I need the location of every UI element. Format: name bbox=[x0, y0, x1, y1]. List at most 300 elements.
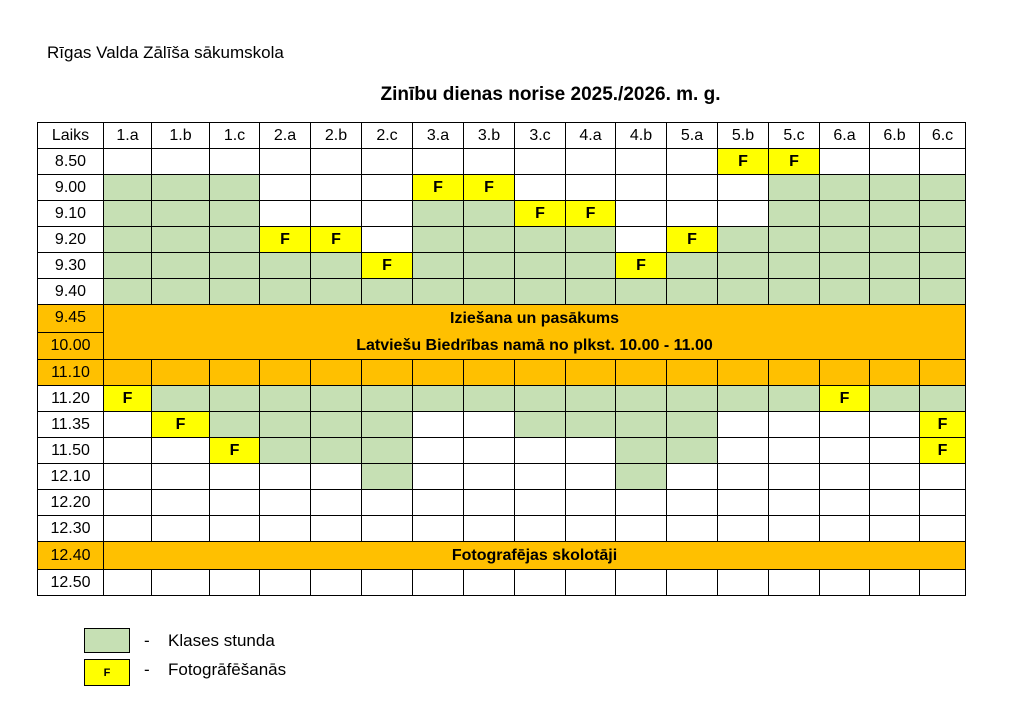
event-cell bbox=[104, 360, 152, 386]
class-lesson-cell bbox=[718, 253, 769, 279]
class-lesson-cell bbox=[920, 386, 966, 412]
empty-cell bbox=[311, 490, 362, 516]
class-lesson-cell bbox=[260, 438, 311, 464]
empty-cell bbox=[616, 227, 667, 253]
empty-cell bbox=[152, 438, 210, 464]
class-lesson-cell bbox=[210, 412, 260, 438]
empty-cell bbox=[515, 464, 566, 490]
empty-cell bbox=[362, 490, 413, 516]
table-row bbox=[38, 305, 966, 333]
empty-cell bbox=[870, 516, 920, 542]
class-header: 3.a bbox=[413, 123, 464, 149]
time-cell: 11.10 bbox=[38, 360, 104, 386]
school-name: Rīgas Valda Zālīša sākumskola bbox=[47, 43, 284, 62]
empty-cell bbox=[616, 516, 667, 542]
class-header: 4.b bbox=[616, 123, 667, 149]
table-row bbox=[38, 279, 966, 305]
time-cell: 12.50 bbox=[38, 570, 104, 596]
empty-cell bbox=[616, 570, 667, 596]
class-lesson-cell bbox=[667, 279, 718, 305]
empty-cell bbox=[515, 490, 566, 516]
empty-cell bbox=[260, 175, 311, 201]
class-lesson-cell bbox=[769, 175, 820, 201]
class-lesson-cell bbox=[260, 279, 311, 305]
empty-cell bbox=[311, 570, 362, 596]
class-lesson-cell bbox=[870, 253, 920, 279]
empty-cell bbox=[820, 464, 870, 490]
empty-cell bbox=[616, 149, 667, 175]
empty-cell bbox=[104, 516, 152, 542]
table-row bbox=[38, 386, 966, 412]
class-lesson-cell bbox=[413, 253, 464, 279]
empty-cell bbox=[515, 149, 566, 175]
class-header: 2.b bbox=[311, 123, 362, 149]
class-lesson-cell bbox=[515, 227, 566, 253]
empty-cell bbox=[870, 438, 920, 464]
empty-cell bbox=[769, 438, 820, 464]
class-lesson-cell bbox=[515, 279, 566, 305]
table-row bbox=[38, 201, 966, 227]
empty-cell bbox=[820, 516, 870, 542]
empty-cell bbox=[413, 516, 464, 542]
class-lesson-cell bbox=[413, 279, 464, 305]
event-cell bbox=[820, 360, 870, 386]
class-lesson-cell bbox=[566, 227, 616, 253]
empty-cell bbox=[464, 490, 515, 516]
photo-cell: F bbox=[616, 253, 667, 279]
event-band bbox=[104, 305, 966, 360]
empty-cell bbox=[769, 464, 820, 490]
empty-cell bbox=[870, 149, 920, 175]
class-lesson-cell bbox=[616, 412, 667, 438]
empty-cell bbox=[718, 438, 769, 464]
class-lesson-cell bbox=[152, 253, 210, 279]
empty-cell bbox=[566, 516, 616, 542]
event-cell bbox=[566, 360, 616, 386]
table-row bbox=[38, 253, 966, 279]
class-lesson-cell bbox=[616, 386, 667, 412]
class-lesson-cell bbox=[870, 201, 920, 227]
class-lesson-cell bbox=[920, 279, 966, 305]
class-lesson-cell bbox=[616, 464, 667, 490]
class-lesson-cell bbox=[920, 201, 966, 227]
class-lesson-cell bbox=[769, 227, 820, 253]
empty-cell bbox=[515, 438, 566, 464]
legend-dash: - bbox=[144, 660, 150, 679]
class-lesson-cell bbox=[311, 412, 362, 438]
class-lesson-cell bbox=[152, 279, 210, 305]
event-cell bbox=[616, 360, 667, 386]
time-cell: 8.50 bbox=[38, 149, 104, 175]
empty-cell bbox=[152, 464, 210, 490]
table-row bbox=[38, 412, 966, 438]
empty-cell bbox=[362, 227, 413, 253]
class-lesson-cell bbox=[566, 412, 616, 438]
empty-cell bbox=[566, 149, 616, 175]
photo-cell: F bbox=[515, 201, 566, 227]
empty-cell bbox=[210, 516, 260, 542]
time-cell: 12.30 bbox=[38, 516, 104, 542]
event-cell bbox=[464, 360, 515, 386]
empty-cell bbox=[311, 149, 362, 175]
empty-cell bbox=[152, 570, 210, 596]
class-header: 6.a bbox=[820, 123, 870, 149]
empty-cell bbox=[769, 516, 820, 542]
table-row bbox=[38, 175, 966, 201]
empty-cell bbox=[616, 490, 667, 516]
table-row bbox=[38, 438, 966, 464]
class-lesson-cell bbox=[362, 438, 413, 464]
empty-cell bbox=[104, 570, 152, 596]
class-lesson-cell bbox=[769, 201, 820, 227]
event-cell bbox=[413, 360, 464, 386]
class-lesson-cell bbox=[362, 464, 413, 490]
empty-cell bbox=[566, 464, 616, 490]
class-lesson-cell bbox=[616, 279, 667, 305]
empty-cell bbox=[362, 175, 413, 201]
event-cell bbox=[718, 360, 769, 386]
empty-cell bbox=[210, 149, 260, 175]
photo-cell: F bbox=[718, 149, 769, 175]
empty-cell bbox=[566, 570, 616, 596]
class-lesson-cell bbox=[362, 279, 413, 305]
class-header: 2.c bbox=[362, 123, 413, 149]
time-header: Laiks bbox=[38, 123, 104, 149]
class-lesson-cell bbox=[718, 386, 769, 412]
table-row bbox=[38, 542, 966, 570]
empty-cell bbox=[260, 149, 311, 175]
class-lesson-cell bbox=[566, 253, 616, 279]
empty-cell bbox=[515, 175, 566, 201]
empty-cell bbox=[718, 201, 769, 227]
event-cell bbox=[769, 360, 820, 386]
class-lesson-cell bbox=[152, 201, 210, 227]
class-lesson-cell bbox=[718, 279, 769, 305]
time-cell: 11.20 bbox=[38, 386, 104, 412]
class-lesson-cell bbox=[820, 279, 870, 305]
empty-cell bbox=[104, 464, 152, 490]
empty-cell bbox=[104, 412, 152, 438]
class-lesson-cell bbox=[210, 201, 260, 227]
class-lesson-cell bbox=[769, 279, 820, 305]
empty-cell bbox=[104, 438, 152, 464]
table-row bbox=[38, 149, 966, 175]
class-lesson-cell bbox=[260, 386, 311, 412]
empty-cell bbox=[667, 516, 718, 542]
event-cell bbox=[515, 360, 566, 386]
legend-dash: - bbox=[144, 631, 150, 650]
photo-cell: F bbox=[920, 412, 966, 438]
empty-cell bbox=[362, 516, 413, 542]
class-lesson-cell bbox=[362, 386, 413, 412]
time-cell: 12.40 bbox=[38, 542, 104, 570]
photo-cell: F bbox=[210, 438, 260, 464]
teacher-photo-band: Fotografējas skolotāji bbox=[104, 542, 966, 570]
empty-cell bbox=[152, 490, 210, 516]
empty-cell bbox=[515, 516, 566, 542]
empty-cell bbox=[667, 175, 718, 201]
time-cell: 11.50 bbox=[38, 438, 104, 464]
table-row bbox=[38, 360, 966, 386]
empty-cell bbox=[413, 570, 464, 596]
empty-cell bbox=[413, 490, 464, 516]
photo-cell: F bbox=[362, 253, 413, 279]
event-cell bbox=[311, 360, 362, 386]
class-lesson-cell bbox=[464, 279, 515, 305]
time-cell: 9.10 bbox=[38, 201, 104, 227]
time-cell: 9.30 bbox=[38, 253, 104, 279]
class-lesson-cell bbox=[464, 253, 515, 279]
empty-cell bbox=[260, 464, 311, 490]
legend-class-label: Klases stunda bbox=[168, 631, 275, 650]
class-header: 5.b bbox=[718, 123, 769, 149]
photo-cell: F bbox=[260, 227, 311, 253]
photo-cell: F bbox=[311, 227, 362, 253]
class-lesson-cell bbox=[464, 201, 515, 227]
class-lesson-cell bbox=[104, 175, 152, 201]
event-cell bbox=[260, 360, 311, 386]
class-lesson-cell bbox=[104, 253, 152, 279]
empty-cell bbox=[464, 570, 515, 596]
empty-cell bbox=[920, 464, 966, 490]
legend-photo-label: Fotogrāfēšanās bbox=[168, 660, 287, 679]
header-row bbox=[38, 123, 966, 149]
empty-cell bbox=[616, 201, 667, 227]
empty-cell bbox=[413, 464, 464, 490]
class-lesson-cell bbox=[566, 386, 616, 412]
empty-cell bbox=[566, 490, 616, 516]
class-lesson-cell bbox=[362, 412, 413, 438]
empty-cell bbox=[464, 464, 515, 490]
class-lesson-cell bbox=[104, 279, 152, 305]
class-header: 6.b bbox=[870, 123, 920, 149]
empty-cell bbox=[464, 516, 515, 542]
empty-cell bbox=[667, 464, 718, 490]
class-header: 4.a bbox=[566, 123, 616, 149]
table-row bbox=[38, 490, 966, 516]
empty-cell bbox=[820, 149, 870, 175]
class-lesson-cell bbox=[210, 227, 260, 253]
empty-cell bbox=[464, 438, 515, 464]
empty-cell bbox=[362, 570, 413, 596]
photo-cell: F bbox=[920, 438, 966, 464]
time-cell: 9.20 bbox=[38, 227, 104, 253]
event-cell bbox=[210, 360, 260, 386]
empty-cell bbox=[260, 570, 311, 596]
class-lesson-cell bbox=[464, 386, 515, 412]
empty-cell bbox=[413, 149, 464, 175]
empty-cell bbox=[820, 412, 870, 438]
class-lesson-cell bbox=[210, 175, 260, 201]
class-lesson-cell bbox=[413, 201, 464, 227]
empty-cell bbox=[667, 201, 718, 227]
class-lesson-cell bbox=[667, 438, 718, 464]
empty-cell bbox=[820, 490, 870, 516]
class-lesson-cell bbox=[413, 386, 464, 412]
empty-cell bbox=[362, 201, 413, 227]
class-header: 2.a bbox=[260, 123, 311, 149]
time-cell: 10.00 bbox=[38, 332, 104, 360]
class-lesson-cell bbox=[464, 227, 515, 253]
photo-cell: F bbox=[769, 149, 820, 175]
event-cell bbox=[667, 360, 718, 386]
schedule-table bbox=[37, 122, 966, 596]
time-cell: 9.40 bbox=[38, 279, 104, 305]
class-lesson-cell bbox=[311, 386, 362, 412]
class-lesson-cell bbox=[210, 386, 260, 412]
event-band-title: Iziešana un pasākums bbox=[450, 310, 619, 327]
empty-cell bbox=[920, 490, 966, 516]
empty-cell bbox=[311, 464, 362, 490]
event-band-location: Latviešu Biedrības namā no plkst. 10.00 - 11.00 bbox=[356, 337, 713, 354]
class-lesson-cell bbox=[104, 227, 152, 253]
page-title: Zinību dienas norise 2025./2026. m. g. bbox=[380, 84, 721, 105]
class-lesson-cell bbox=[515, 412, 566, 438]
class-lesson-cell bbox=[311, 253, 362, 279]
empty-cell bbox=[566, 175, 616, 201]
class-lesson-cell bbox=[667, 253, 718, 279]
class-lesson-cell bbox=[616, 438, 667, 464]
empty-cell bbox=[870, 490, 920, 516]
class-header: 1.a bbox=[104, 123, 152, 149]
time-cell: 9.00 bbox=[38, 175, 104, 201]
class-lesson-cell bbox=[667, 386, 718, 412]
event-cell bbox=[920, 360, 966, 386]
empty-cell bbox=[515, 570, 566, 596]
empty-cell bbox=[311, 516, 362, 542]
empty-cell bbox=[311, 201, 362, 227]
class-lesson-cell bbox=[820, 253, 870, 279]
empty-cell bbox=[413, 412, 464, 438]
class-lesson-cell bbox=[210, 253, 260, 279]
photo-cell: F bbox=[667, 227, 718, 253]
class-lesson-cell bbox=[667, 412, 718, 438]
empty-cell bbox=[769, 490, 820, 516]
time-cell: 12.10 bbox=[38, 464, 104, 490]
legend-photo-swatch: F bbox=[84, 659, 130, 686]
class-lesson-cell bbox=[104, 201, 152, 227]
empty-cell bbox=[104, 149, 152, 175]
class-lesson-cell bbox=[260, 253, 311, 279]
table-row bbox=[38, 516, 966, 542]
class-lesson-cell bbox=[870, 175, 920, 201]
class-lesson-cell bbox=[920, 227, 966, 253]
photo-cell: F bbox=[820, 386, 870, 412]
empty-cell bbox=[104, 490, 152, 516]
class-lesson-cell bbox=[820, 201, 870, 227]
class-lesson-cell bbox=[152, 386, 210, 412]
class-lesson-cell bbox=[413, 227, 464, 253]
empty-cell bbox=[870, 570, 920, 596]
class-lesson-cell bbox=[920, 175, 966, 201]
class-header: 5.a bbox=[667, 123, 718, 149]
class-lesson-cell bbox=[566, 279, 616, 305]
empty-cell bbox=[718, 490, 769, 516]
empty-cell bbox=[667, 149, 718, 175]
photo-cell: F bbox=[104, 386, 152, 412]
empty-cell bbox=[667, 570, 718, 596]
class-lesson-cell bbox=[870, 279, 920, 305]
empty-cell bbox=[311, 175, 362, 201]
event-cell bbox=[152, 360, 210, 386]
empty-cell bbox=[210, 464, 260, 490]
empty-cell bbox=[566, 438, 616, 464]
photo-cell: F bbox=[152, 412, 210, 438]
class-lesson-cell bbox=[311, 279, 362, 305]
empty-cell bbox=[464, 149, 515, 175]
table-row bbox=[38, 464, 966, 490]
event-cell bbox=[870, 360, 920, 386]
empty-cell bbox=[260, 201, 311, 227]
empty-cell bbox=[718, 412, 769, 438]
class-header: 5.c bbox=[769, 123, 820, 149]
class-lesson-cell bbox=[870, 227, 920, 253]
empty-cell bbox=[210, 490, 260, 516]
class-lesson-cell bbox=[515, 386, 566, 412]
event-cell bbox=[362, 360, 413, 386]
class-lesson-cell bbox=[260, 412, 311, 438]
empty-cell bbox=[769, 412, 820, 438]
empty-cell bbox=[210, 570, 260, 596]
class-header: 3.c bbox=[515, 123, 566, 149]
class-header: 3.b bbox=[464, 123, 515, 149]
empty-cell bbox=[718, 464, 769, 490]
time-cell: 11.35 bbox=[38, 412, 104, 438]
empty-cell bbox=[260, 490, 311, 516]
table-row bbox=[38, 570, 966, 596]
empty-cell bbox=[362, 149, 413, 175]
empty-cell bbox=[718, 516, 769, 542]
class-lesson-cell bbox=[769, 386, 820, 412]
empty-cell bbox=[152, 516, 210, 542]
empty-cell bbox=[769, 570, 820, 596]
class-lesson-cell bbox=[152, 175, 210, 201]
class-lesson-cell bbox=[718, 227, 769, 253]
legend-class-swatch bbox=[84, 628, 130, 653]
empty-cell bbox=[718, 570, 769, 596]
class-lesson-cell bbox=[820, 175, 870, 201]
empty-cell bbox=[260, 516, 311, 542]
time-cell: 9.45 bbox=[38, 305, 104, 333]
class-lesson-cell bbox=[920, 253, 966, 279]
empty-cell bbox=[667, 490, 718, 516]
class-header: 6.c bbox=[920, 123, 966, 149]
class-lesson-cell bbox=[769, 253, 820, 279]
empty-cell bbox=[464, 412, 515, 438]
class-header: 1.c bbox=[210, 123, 260, 149]
empty-cell bbox=[920, 570, 966, 596]
class-header: 1.b bbox=[152, 123, 210, 149]
empty-cell bbox=[152, 149, 210, 175]
empty-cell bbox=[920, 516, 966, 542]
photo-cell: F bbox=[566, 201, 616, 227]
class-lesson-cell bbox=[515, 253, 566, 279]
empty-cell bbox=[820, 438, 870, 464]
time-cell: 12.20 bbox=[38, 490, 104, 516]
class-lesson-cell bbox=[210, 279, 260, 305]
class-lesson-cell bbox=[311, 438, 362, 464]
class-lesson-cell bbox=[820, 227, 870, 253]
empty-cell bbox=[870, 412, 920, 438]
empty-cell bbox=[718, 175, 769, 201]
empty-cell bbox=[413, 438, 464, 464]
empty-cell bbox=[820, 570, 870, 596]
class-lesson-cell bbox=[152, 227, 210, 253]
empty-cell bbox=[870, 464, 920, 490]
class-lesson-cell bbox=[870, 386, 920, 412]
table-row bbox=[38, 227, 966, 253]
photo-cell: F bbox=[413, 175, 464, 201]
